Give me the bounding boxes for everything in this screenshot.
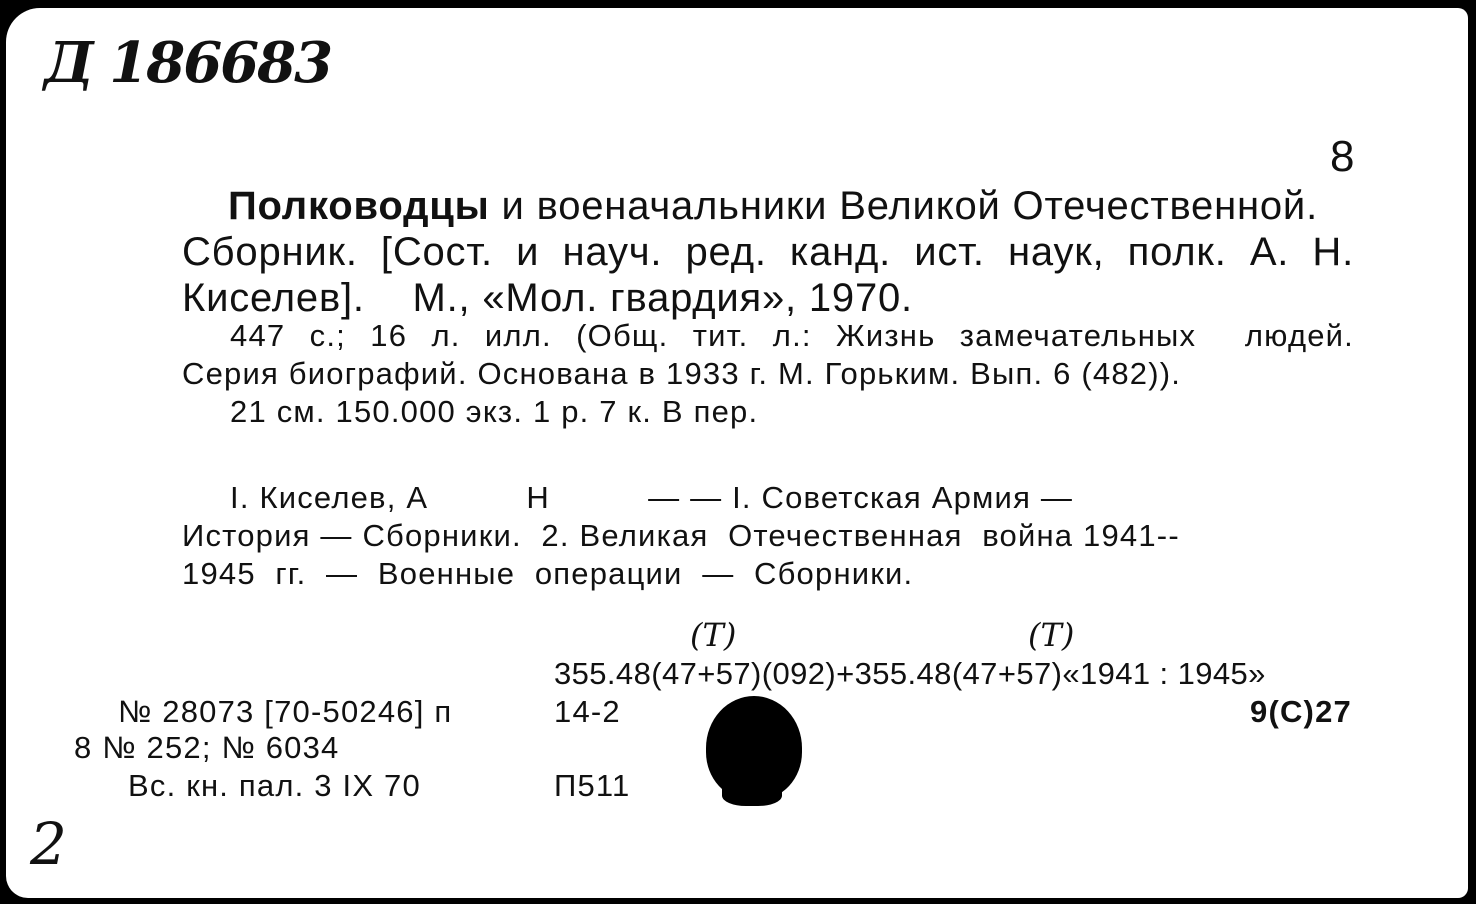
- subject-line-3: 1945 гг. — Военные операции — Сборники.: [182, 556, 914, 591]
- publisher-code: П511: [554, 768, 631, 803]
- subject-line-2: История — Сборники. 2. Великая Отечественная война 1941--: [182, 518, 1180, 553]
- annotation-right: (T): [1028, 616, 1075, 654]
- bottom-mark: 2: [30, 810, 67, 878]
- order-line-2: 8 № 252; № 6034: [74, 730, 340, 765]
- title-line-2: Сборник. [Сост. и науч. ред. канд. ист. наук, полк. А. Н.: [182, 230, 1354, 274]
- classification-index: 355.48(47+57)(092)+355.48(47+57)«1941 : 1945»: [554, 656, 1266, 691]
- title-rest: и военачальники Великой Отечественной.: [489, 184, 1318, 228]
- physical-line-1: 447 с.; 16 л. илл. (Общ. тит. л.: Жизнь замечательных людей.: [230, 318, 1354, 353]
- classification-code: 14-2: [554, 694, 621, 729]
- order-line-3: Вс. кн. пал. 3 IX 70: [128, 768, 421, 803]
- title-bold: Полководцы: [228, 184, 490, 228]
- inventory-mark: Д 186683: [44, 30, 332, 96]
- card-number: 8: [1330, 132, 1356, 181]
- annotation-left: (T): [690, 616, 737, 654]
- physical-line-3: 21 см. 150.000 экз. 1 р. 7 к. В пер.: [230, 394, 759, 429]
- subject-line-1: I. Киселев, А Н — — I. Советская Армия —: [230, 480, 1074, 515]
- physical-line-2: Серия биографий. Основана в 1933 г. М. Горьким. Вып. 6 (482)).: [182, 356, 1182, 391]
- title-line-1: [228, 184, 1358, 229]
- order-line-1: № 28073 [70-50246] п: [118, 694, 453, 729]
- author-mark: 9(С)27: [1250, 694, 1352, 729]
- punch-hole-tail: [722, 780, 782, 806]
- title-line-3: Киселев]. М., «Мол. гвардия», 1970.: [182, 276, 913, 320]
